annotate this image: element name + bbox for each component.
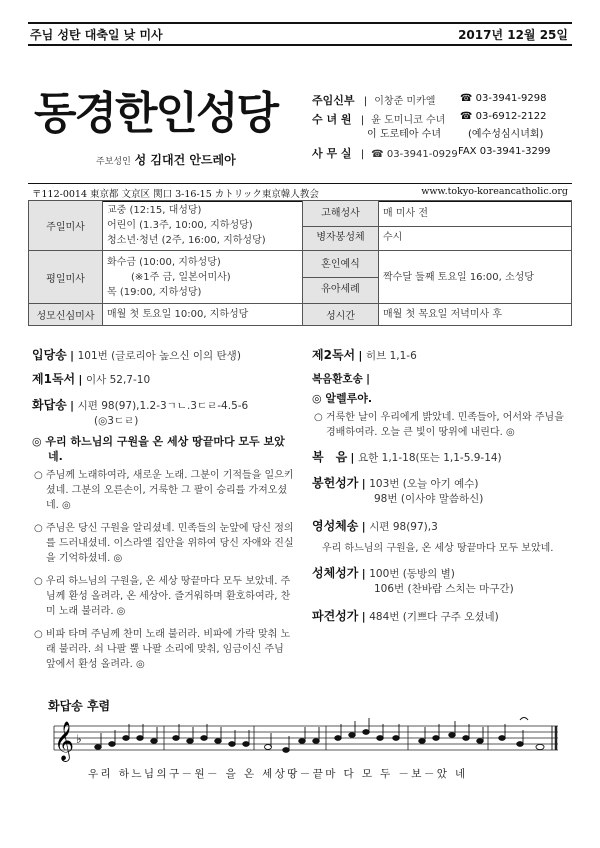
psalm-verse: ○ 주님께 노래하여라, 새로운 노래. 그분이 기적들을 일으키셨네. 그분의 오른손이, 거룩한 그 팔이 승리를 가져오셨네. ◎ — [34, 470, 294, 511]
music-staff — [40, 712, 566, 764]
reading1-label: 제1독서 — [32, 372, 76, 386]
patron-saint — [96, 151, 236, 168]
mass-title: 주님 성탄 대축일 낮 미사 — [30, 28, 163, 42]
communion-antiphon: 영성체송 | 시편 98(97),3 우리 하느님의 구원을, 온 세상 땅끝마다 모두 보았네. — [312, 519, 570, 556]
top-header — [28, 24, 572, 46]
reading2-label: 제2독서 — [312, 348, 356, 362]
mass-schedule-table — [28, 200, 572, 326]
alleluia-label: 복음환호송 — [312, 373, 363, 385]
comm-antiphon-ref: 시편 98(97),3 — [369, 521, 438, 533]
music-title: 화답송 후렴 — [48, 699, 111, 713]
psalm-verse: ○ 우리 하느님의 구원을, 온 세상 땅끝마다 모두 보았네. 주님께 환성 올려라, 온 세상아. 즐거워하며 환호하여라, 찬미 노래 불러라. ◎ — [34, 576, 291, 617]
weekday-mass-times — [103, 251, 303, 304]
office-phone: ☎ 03-3941-0929 — [371, 149, 458, 160]
psalm-verse: ○ 비파 타며 주님께 찬미 노래 불러라. 비파에 가락 맞춰 노래 불러라. 쇠 나팔 뿔 나팔 소리에 맞춰, 임금이신 주님 앞에서 환성 올려라. ◎ — [34, 629, 291, 670]
offertory-label: 봉헌성가 — [312, 476, 359, 490]
wedding-label-text: 혼인예식 — [321, 259, 360, 270]
treble-clef-icon: 𝄞 — [54, 721, 75, 761]
communion-text-1: 100번 (동방의 별) — [369, 568, 455, 580]
offertory-text-1: 103번 (오늘 아기 예수) — [369, 478, 479, 490]
confession-label — [303, 201, 379, 251]
psalm-label: 화답송 — [32, 398, 67, 412]
schedule-line: 화수금 (10:00, 지하성당) — [107, 256, 221, 268]
sick-communion-label: 병자봉성체 — [303, 226, 378, 249]
alleluia-head: ◎ 알렐루야. — [312, 392, 373, 405]
flat-icon: ♭ — [76, 732, 82, 746]
recessional-hymn: 파견성가 | 484번 (기쁘다 구주 오셨네) — [312, 609, 499, 623]
entrance-hymn: 입당송 | 101번 (글로리아 높으신 이의 탄생) — [32, 348, 241, 362]
entrance-label: 입당송 — [32, 348, 67, 362]
comm-antiphon-text: 우리 하느님의 구원을, 온 세상 땅끝마다 모두 보았네. — [322, 543, 554, 554]
reading1-text: 이사 52,7-10 — [85, 374, 151, 386]
sick-communion-text: 수시 — [379, 226, 571, 249]
recessional-label: 파견성가 — [312, 609, 359, 623]
holy-hour-label: 성시간 — [303, 304, 379, 326]
office-fax: FAX 03-3941-3299 — [458, 146, 551, 157]
wedding-times: 짝수달 둘째 토요일 16:00, 소성당 — [379, 251, 572, 304]
gospel-text: 요한 1,1-18(또는 1,1-5.9-14) — [358, 452, 502, 464]
infant-baptism-label: 유아세례 — [303, 277, 378, 302]
offertory-hymn: 봉헌성가 | 103번 (오늘 아기 예수) 98번 (이사야 말씀하신) — [312, 476, 570, 507]
schedule-line: 청소년·청년 (2주, 16:00, 지하성당) — [107, 235, 266, 246]
sunday-mass-label: 주일미사 — [29, 201, 103, 251]
communion-text-2: 106번 (찬바람 스치는 마구간) — [374, 583, 514, 595]
convent-phone: ☎ 03-6912-2122 — [460, 111, 547, 122]
patron-name: 성 김대건 안드레아 — [134, 153, 236, 167]
left-column — [32, 348, 294, 672]
contact-label: 주임신부 — [312, 94, 355, 107]
schedule-line: (※1주 금, 일본어미사) — [131, 271, 231, 283]
communion-label: 성체성가 — [312, 566, 359, 580]
bulletin-date: 2017년 12월 25일 — [458, 28, 568, 42]
communion-hymn: 성체성가 | 100번 (동방의 별) 106번 (찬바람 스치는 마구간) — [312, 566, 570, 597]
music-lyrics: 우리 하느님의구－원－ 을 온 세상땅－끝마 다 모 두 －보－았 네 — [88, 768, 468, 780]
confession-label-text: 고해성사 — [321, 208, 360, 219]
schedule-line: 교중 (12:15, 대성당) — [107, 205, 202, 216]
contact-label: 사 무 실 — [312, 147, 352, 160]
first-reading: 제1독서 | 이사 52,7-10 — [32, 372, 151, 386]
contact-office: 사 무 실 | ☎ 03-3941-0929 — [312, 147, 458, 160]
confession-text: 매 미사 전 — [383, 208, 428, 219]
contact-name: 윤 도미니코 수녀 — [371, 115, 446, 126]
offertory-text-2: 98번 (이사야 말씀하신) — [374, 493, 484, 505]
right-column — [312, 348, 570, 625]
comm-antiphon-label: 영성체송 — [312, 519, 359, 533]
marian-mass-time: 매월 첫 토요일 10:00, 지하성당 — [103, 304, 303, 326]
psalm-response: ◎ 우리 하느님의 구원을 온 세상 땅끝마다 모두 보았네. — [32, 435, 285, 463]
holy-hour-time: 매월 첫 목요일 저녁미사 후 — [379, 304, 572, 326]
contact-name-2: 이 도로테아 수녀 — [367, 129, 441, 140]
contact-label: 수 녀 원 — [312, 113, 352, 126]
psalm-verse: ○ 주님은 당신 구원을 알리셨네. 민족들의 눈앞에 당신 정의를 드러내셨네. 이스라엘 집안을 위하여 당신 자애와 진실을 기억하셨네. ◎ — [34, 523, 294, 564]
marian-mass-label: 성모신심미사 — [29, 304, 103, 326]
schedule-line: 어린이 (1.3주, 10:00, 지하성당) — [107, 220, 253, 231]
church-logo: 동경한인성당 — [34, 88, 278, 139]
wedding-label — [303, 251, 379, 304]
pastor-phone: ☎ 03-3941-9298 — [460, 93, 547, 104]
gospel-label: 복 음 — [312, 450, 348, 464]
alleluia-verse: ○ 거룩한 날이 우리에게 밝았네. 민족들아, 어서와 주님을 경배하여라. 오늘 큰 빛이 땅위에 내린다. ◎ — [314, 412, 564, 438]
patron-prefix: 주보성인 — [96, 157, 131, 167]
contact-convent: 수 녀 원 | 윤 도미니코 수녀 — [312, 113, 446, 126]
confession-times — [379, 201, 572, 251]
sunday-mass-times — [103, 201, 303, 251]
entrance-text: 101번 (글로리아 높으신 이의 탄생) — [77, 350, 241, 362]
gospel-acclamation: 복음환호송 | — [312, 373, 370, 385]
gospel: 복 음 | 요한 1,1-18(또는 1,1-5.9-14) — [312, 450, 502, 464]
second-reading: 제2독서 | 히브 1,1-6 — [312, 348, 417, 362]
reading2-text: 히브 1,1-6 — [365, 350, 417, 362]
schedule-line: 목 (19:00, 지하성당) — [107, 286, 202, 298]
contact-pastor: 주임신부 | 이창준 미카엘 — [312, 94, 436, 107]
contact-name: 이창준 미카엘 — [374, 96, 436, 107]
psalm-text: 시편 98(97),1.2-3ㄱㄴ.3ㄷㄹ-4.5-6 — [77, 400, 249, 412]
recessional-text: 484번 (기쁘다 구주 오셨네) — [369, 611, 499, 623]
website-link[interactable]: www.tokyo-koreancatholic.org — [421, 186, 568, 197]
weekday-mass-label: 평일미사 — [29, 251, 103, 304]
address-text: 〒112-0014 東京都 文京区 関口 3-16-15 カトリック東京韓人教会 — [32, 189, 319, 200]
psalm-response-ref: (◎3ㄷㄹ) — [94, 415, 139, 427]
convent-note: (예수성심시녀회) — [468, 129, 544, 140]
psalm: 화답송 | 시편 98(97),1.2-3ㄱㄴ.3ㄷㄹ-4.5-6 (◎3ㄷㄹ) — [32, 398, 294, 429]
